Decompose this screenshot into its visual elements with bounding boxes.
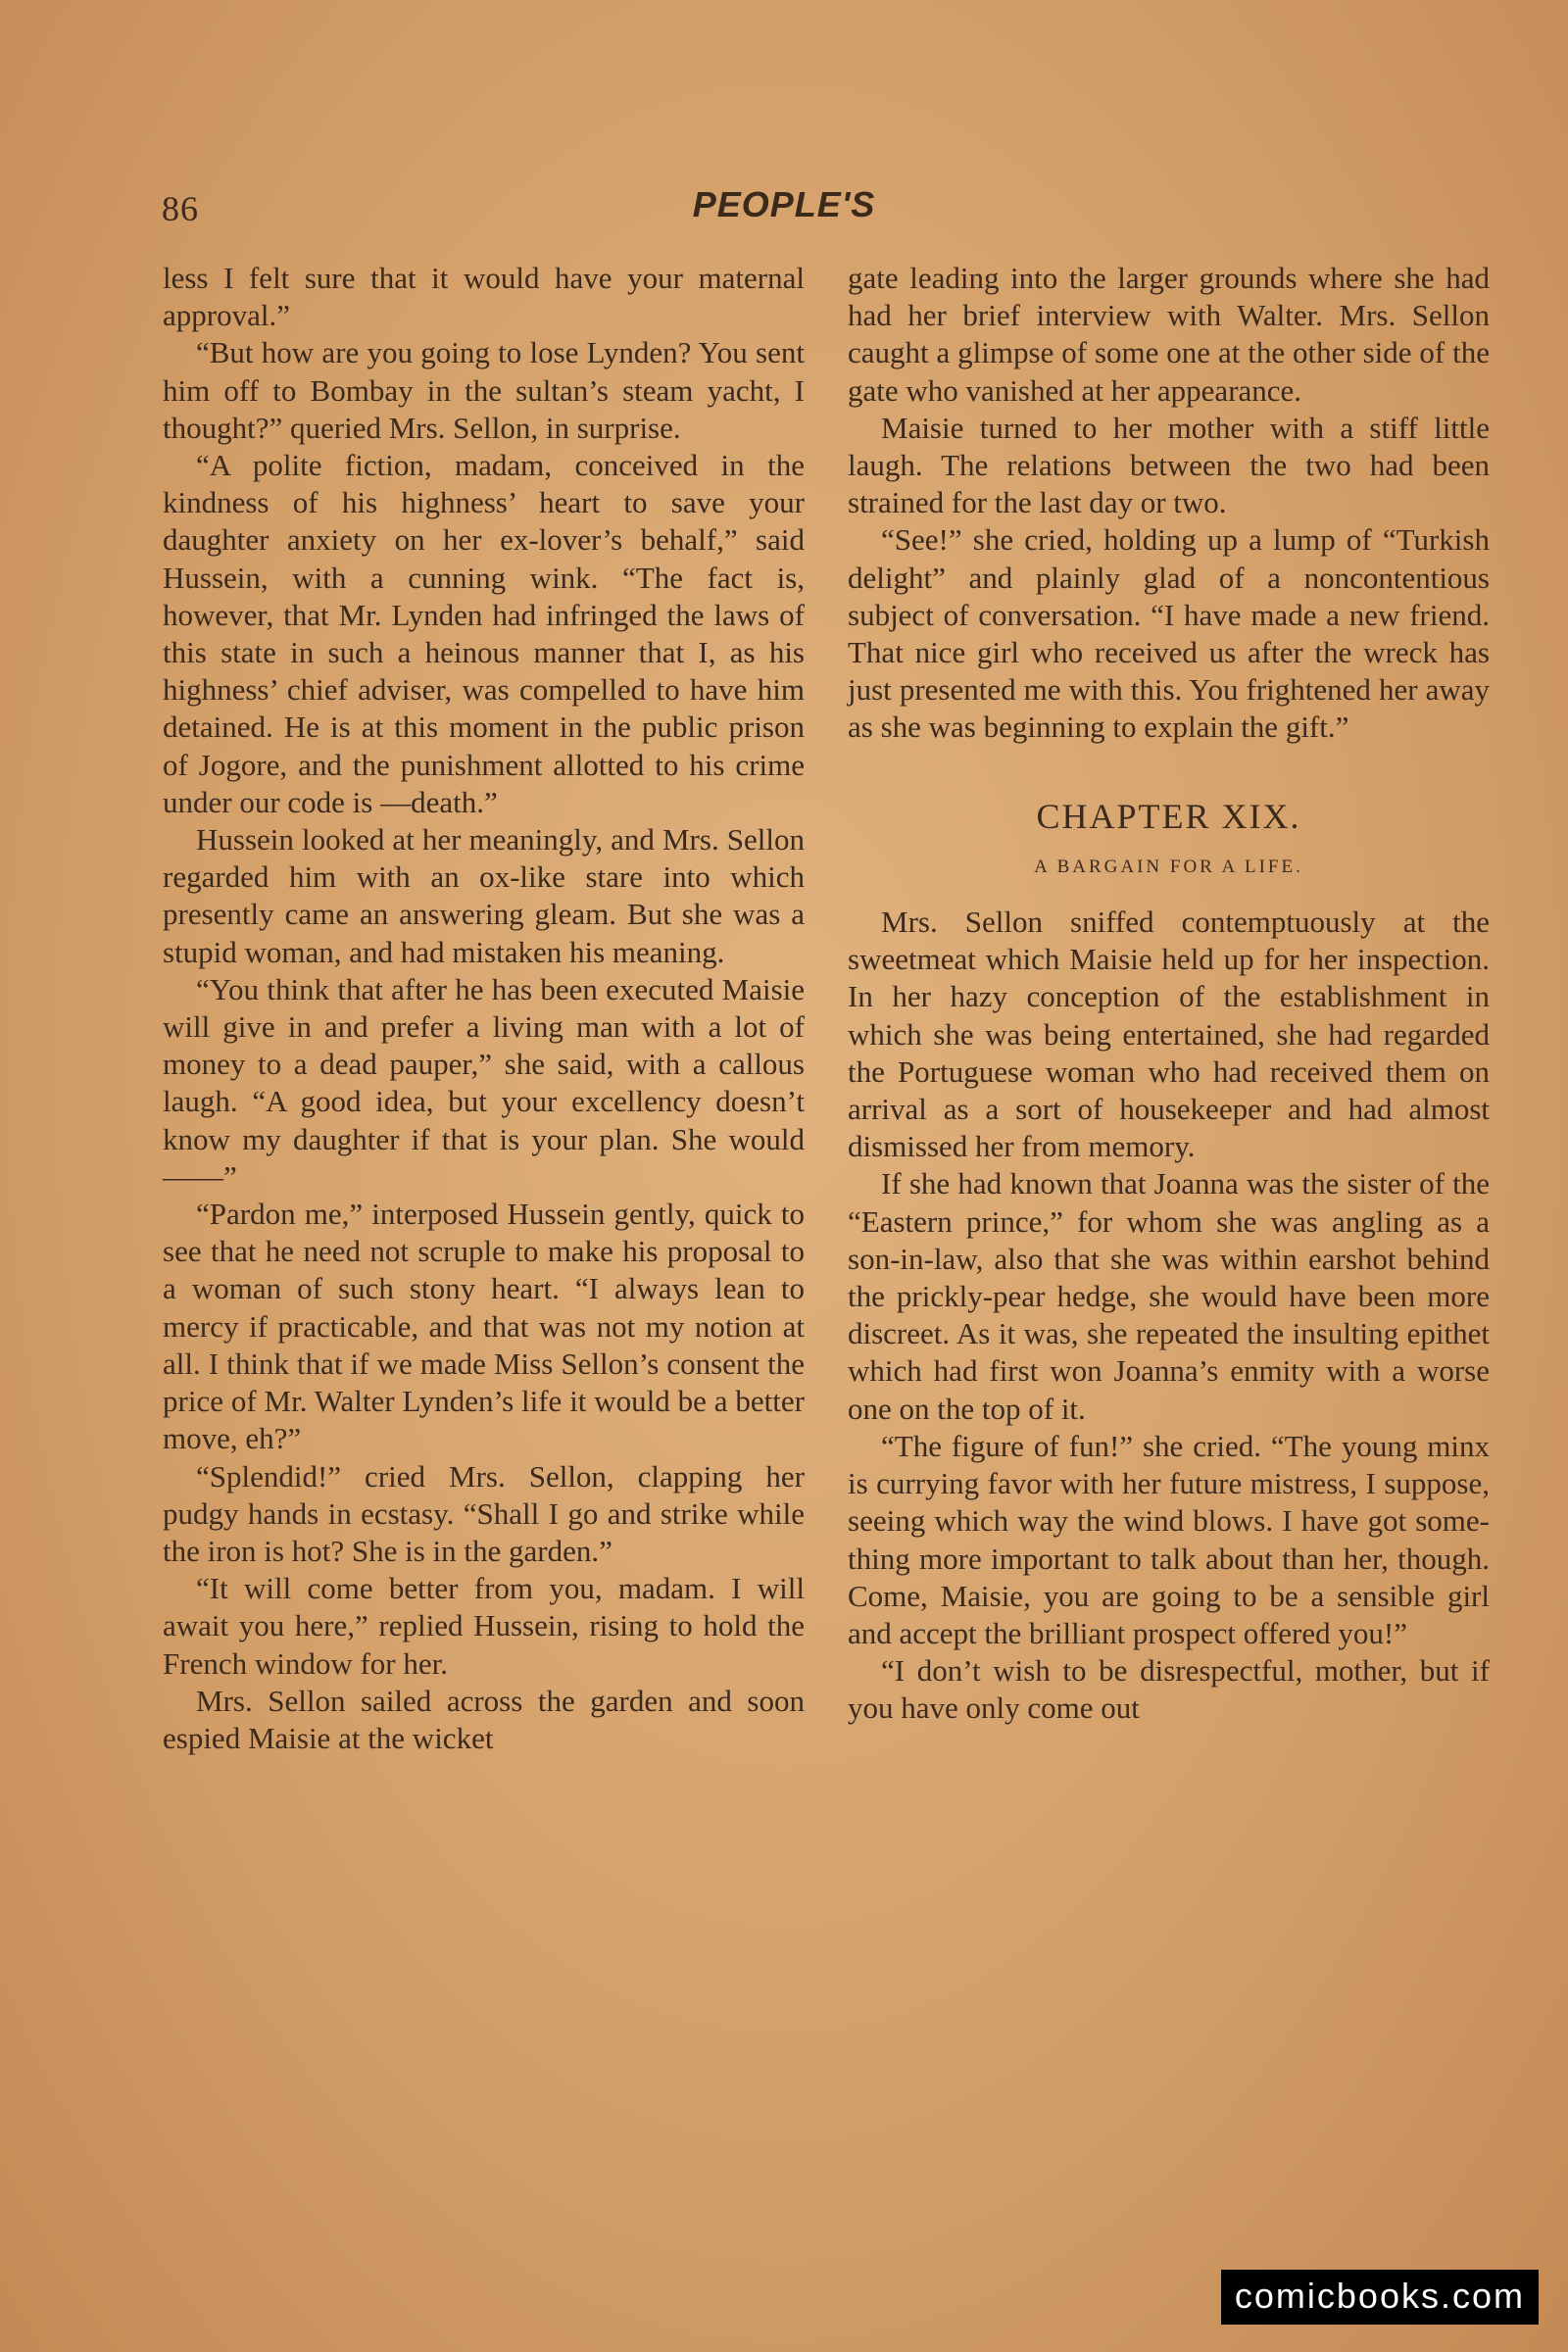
paragraph: Hussein looked at her meaningly, and Mrs. Sellon regarded him with an ox-like stare into which presently came an answering gleam. But she was a stupid woman, and had mistaken his meaning. — [163, 822, 805, 969]
chapter-heading: CHAPTER XIX. — [1036, 796, 1301, 836]
paragraph: Mrs. Sellon sailed across the garden and soon espied Maisie at the wicket — [163, 1683, 805, 1755]
paragraph: less I felt sure that it would have your maternal approval.” — [163, 261, 805, 333]
paragraph: “A polite fiction, madam, conceived in the kindness of his highness’ heart to save your daughter anxiety on her ex-lover’s behalf,” said Hussein, with a cunning wink. “The fact is, however, that Mr. Lynden had infringed the laws of this state in such a heinous manner that I, as his highness’ chief adviser, was compelled to have him detained. He is at this moment in the public prison of Jogore, and the punishment allotted to his crime under our code is —death.” — [163, 448, 805, 819]
paragraph: Maisie turned to her mother with a stiff little laugh. The relations between the two had been strained for the last day or two. — [848, 410, 1490, 520]
paragraph: “You think that after he has been executed Maisie will give in and prefer a living man with a lot of money to a dead pauper,” she said, with a callous laugh. “A good idea, but your excellency doesn’t know my daughter if that is your plan. She would——” — [163, 971, 805, 1194]
running-title: PEOPLE'S — [692, 184, 876, 224]
page-number: 86 — [162, 189, 199, 228]
paragraph: “The figure of fun!” she cried. “The young minx is currying favor with her future mistress, I suppose, seeing which way the wind blows. I have got something more important to talk about than her, though. Come, Maisie, you are going to be a sensible girl and accept the brilliant prospect offered you!” — [848, 1428, 1490, 1650]
left-column — [163, 260, 805, 1757]
paragraph: gate leading into the larger grounds where she had had her brief interview with Walter. Mrs. Sellon caught a glimpse of some one at the other side of the gate who vanished at her appearance. — [848, 261, 1490, 408]
watermark: comicbooks.com — [1221, 2270, 1539, 2325]
right-column — [848, 260, 1490, 1728]
chapter-subtitle: A BARGAIN FOR A LIFE. — [1034, 856, 1303, 877]
paragraph: “See!” she cried, holding up a lump of “Turkish delight” and plainly glad of a noncontentious subject of conversation. “I have made a new friend. That nice girl who received us after the wreck has just presented me with this. You frightened her away as she was beginning to explain the gift.” — [848, 522, 1490, 745]
paragraph: “But how are you going to lose Lynden? You sent him off to Bombay in the sultan’s steam yacht, I thought?” queried Mrs. Sellon, in surprise. — [163, 335, 805, 445]
paragraph: “Pardon me,” interposed Hussein gently, quick to see that he need not scruple to make his proposal to a woman of such stony heart. “I always lean to mercy if practicable, and that was not my notion at all. I think that if we made Miss Sellon’s consent the price of Mr. Walter Lynden’s life it would be a better move, eh?” — [163, 1197, 805, 1456]
paragraph: “I don’t wish to be disrespectful, mother, but if you have only come out — [848, 1653, 1490, 1726]
paragraph: Mrs. Sellon sniffed contemptuously at the sweetmeat which Maisie held up for her inspection. In her hazy conception of the establishment in which she was being entertained, she had regarded the Portuguese woman who had received them on arrival as a sort of housekeeper and had almost dismissed her from memory. — [848, 905, 1490, 1164]
paragraph: “It will come better from you, madam. I will await you here,” replied Hussein, rising to hold the French window for her. — [163, 1571, 805, 1681]
paragraph: “Splendid!” cried Mrs. Sellon, clapping her pudgy hands in ecstasy. “Shall I go and strike while the iron is hot? She is in the garden.” — [163, 1458, 805, 1568]
paragraph: If she had known that Joanna was the sister of the “Eastern prince,” for whom she was angling as a son-in-law, also that she was within earshot behind the prickly-pear hedge, she would have been more discreet. As it was, she repeated the insulting epithet which had first won Joanna’s enmity with a worse one on the top of it. — [848, 1166, 1490, 1426]
